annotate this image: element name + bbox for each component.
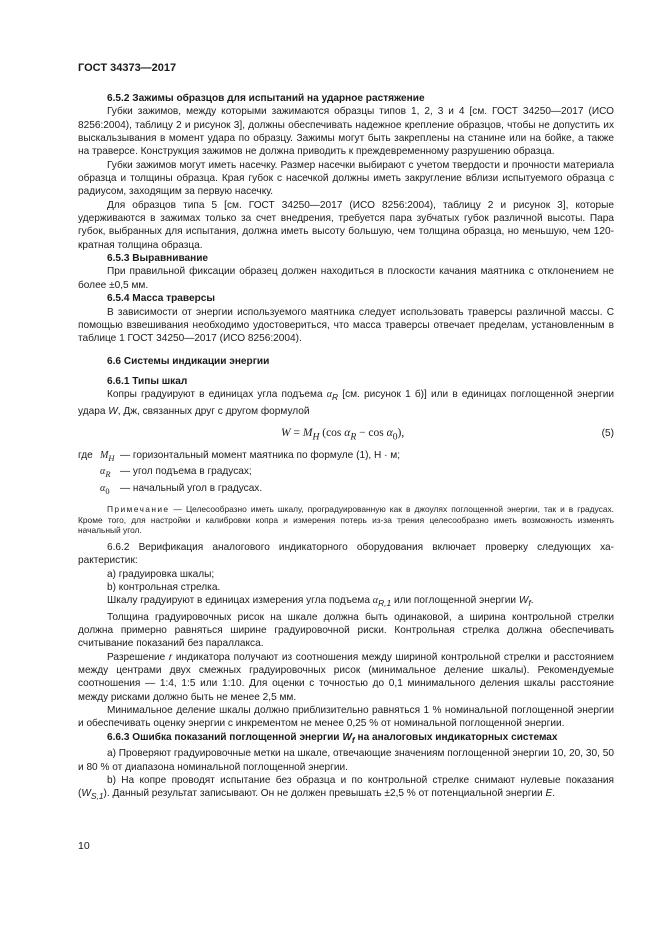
text-run: ). Данный результат записывают. Он не должен превышать ±2,5 % от потенциальной энергии — [103, 788, 546, 800]
definition-text: — горизонтальный момент маятника по формуле (1), Н · м; — [120, 449, 401, 461]
variable-r: r — [168, 651, 173, 663]
paragraph: Минимальное деление шкалы должно приблизительно равняться 1 % номинальной поглощенной энергии и обеспечивать оценку энергии с инкрементом не менее 0,25 % от номинальной поглощенной энергии. — [78, 705, 614, 730]
subscript: f — [351, 734, 355, 745]
definition-symbol — [100, 465, 120, 481]
text-run: b) На копре проводят испытание без образца и по контрольной стрелке снимают нулевые показания ( — [78, 774, 614, 800]
definition-symbol — [100, 449, 120, 465]
paragraph: Губки зажимов могут иметь насечку. Размер насечки выбирают с учетом твердости и прочности материала образца и толщины образца. Края губок с насечкой должны иметь закругление вблизи испытуемого образца с радиусом, заходящим за первую насечку. — [78, 159, 614, 198]
formula-eq: = — [290, 426, 303, 439]
text-run: или поглощенной энергии — [391, 595, 519, 607]
paragraph: Толщина градуировочных рисок на шкале должна быть одинаковой, а ширина контрольной стрелки должна примерно равняться ширине градуировочной риски. Контрольная стрелка должна обеспечивать считывание показаний без параллакса. — [78, 611, 614, 650]
list-item: a) Проверяют градуировочные метки на шкале, отвечающие значениям поглощенной энергии 10, 20, 30, 50 и 80 % от диапазона номинальной поглощенной энергии. — [78, 748, 614, 773]
note-text: — Целесообразно иметь шкалу, проградуированную как в джоулях поглощенной энергии, так и в градусах. Кроме того, для настройки и калибровки копра и измерения потерь из-за трения целесообразно иметь возможность изменять начальный угол. — [78, 504, 614, 536]
formula-alpha-r-sub: R — [350, 431, 357, 443]
definition-symbol — [100, 482, 120, 498]
page-header-doc-code: ГОСТ 34373—2017 — [78, 62, 177, 74]
symbol-sub: 0 — [105, 486, 110, 496]
text-run: на аналоговых индикаторных системах — [354, 731, 558, 743]
symbol-main: α — [100, 466, 106, 478]
section-6-5-2-title: 6.5.2 Зажимы образцов для испытаний на ударное растяжение — [107, 93, 425, 104]
text-run: 6.6.3 Ошибка показаний поглощенной энергии — [107, 731, 343, 743]
definition-row — [78, 482, 614, 498]
paragraph — [78, 388, 614, 418]
formula-5 — [78, 421, 614, 447]
formula-alpha-0-sub: 0 — [392, 431, 398, 443]
symbol-sub: R — [105, 470, 111, 480]
document-body — [78, 92, 614, 804]
definition-lead: где — [78, 449, 93, 461]
formula-alpha-r: α — [344, 426, 351, 439]
formula-alpha-0: α — [386, 426, 393, 439]
paragraph: Для образцов типа 5 [см. ГОСТ 34250—2017 (ИСО 8256:2004), таблицу 2 и рисунок 3], которые удерживаются в зажимах только за счет внедрения, требуется пара зубчатых губок различной высоты. Пара губок, выбранных для испытания, должна иметь высоту большую, чем толщина образца, но меньшую, чем 120-кратная толщина образца. — [78, 199, 614, 251]
paragraph: При правильной фиксации образец должен находиться в плоскости качания маятника с отклонением не более ±0,5 мм. — [78, 266, 614, 291]
list-item: a) градуировка шкалы; — [107, 568, 215, 580]
formula-number: (5) — [601, 427, 614, 439]
formula-expression — [281, 427, 404, 444]
subscript: R,1 — [378, 598, 392, 609]
paragraph: В зависимости от энергии используемого маятника следует использовать траверсы различной массы. С помощью взвешивания необходимо удостовериться, что масса траверсы отвечает пределам, установленным в таблице 1 ГОСТ 34250—2017 (ИСО 8256:2004). — [78, 306, 614, 345]
definition-lead — [78, 482, 100, 498]
subscript: R — [332, 392, 339, 403]
symbol-sub: H — [108, 453, 115, 463]
definition-row — [78, 449, 614, 465]
formula-paren-close: ), — [397, 426, 405, 439]
variable-w: W — [108, 405, 118, 417]
alpha-symbol: α — [326, 389, 333, 401]
text-run: индикатора получают из соотношения между шириной контрольной стрелки и расстоянием между центрами двух смежных градуировочных рисок (минимальное деление шкалы). Рекомендуемые соотношения — 1:4, 1:5 или 1:10. Для оценки с точностью до 0,1 минимального деления шкалы расстояние между рисками должно быть не менее 2,5 мм. — [78, 651, 614, 703]
text-run: Шкалу градуируют в единицах измерения угла подъема — [107, 595, 373, 607]
variable-w: W — [342, 731, 352, 743]
list-item: b) контрольная стрелка. — [107, 582, 221, 593]
text-run: Копры градуируют в единицах угла подъема — [107, 389, 327, 401]
definition-text: — угол подъема в градусах; — [120, 466, 252, 478]
definition-row — [78, 465, 614, 481]
text-run: . — [552, 788, 556, 800]
text-run: [см. рисунок 1 б)] или в единицах поглощенной энергии удара — [78, 389, 614, 417]
text-run: . — [530, 595, 534, 607]
section-6-6-1-title: 6.6.1 Типы шкал — [107, 375, 188, 387]
definition-lead — [78, 465, 100, 481]
text-run: , Дж, связанных друг с другом формулой — [117, 405, 310, 417]
formula-definitions — [78, 449, 614, 498]
note — [78, 504, 614, 536]
paragraph: 6.6.2 Верификация аналогового индикаторного оборудования включает проверку следующих характеристик: — [78, 541, 614, 567]
list-item — [78, 774, 614, 804]
section-6-6-title: 6.6 Системы индикации энергии — [107, 355, 270, 367]
subscript: f — [528, 598, 531, 609]
symbol-main: α — [100, 482, 106, 494]
subscript: S,1 — [90, 791, 104, 802]
formula-m: M — [302, 426, 313, 439]
formula-w: W — [281, 426, 291, 439]
definition-text: — начальный угол в градусах. — [120, 482, 263, 494]
text-run: Разрешение — [107, 651, 169, 663]
variable-e: E — [545, 788, 553, 800]
section-6-5-3-title: 6.5.3 Выравнивание — [107, 253, 209, 265]
formula-paren-open: (cos — [319, 426, 345, 439]
section-6-5-4-title: 6.5.4 Масса траверсы — [107, 293, 215, 305]
note-label: Примечание — [107, 504, 170, 515]
variable-w: W — [81, 788, 91, 800]
page-number: 10 — [78, 840, 90, 852]
formula-minus: − cos — [356, 426, 387, 439]
variable-w: W — [518, 595, 529, 607]
section-6-6-3-title — [78, 731, 614, 747]
paragraph — [78, 594, 614, 610]
alpha-symbol: α — [372, 595, 379, 607]
formula-m-sub: H — [312, 431, 320, 443]
paragraph — [78, 651, 614, 704]
symbol-main: M — [100, 449, 109, 461]
paragraph: Губки зажимов, между которыми зажимаются образцы типов 1, 2, 3 и 4 [см. ГОСТ 34250—2017 (ИСО 8256:2004), таблицу 2 и рисунок 3], должны обеспечивать надежное крепление образцов, чтобы не допустить их выскальзывания в момент удара по образцу. Зажимы могут быть закреплены на станине или на бойке, а также на траверсе. Конструкция зажимов не должна приводить к преждевременному разрушению образца. — [78, 106, 614, 158]
